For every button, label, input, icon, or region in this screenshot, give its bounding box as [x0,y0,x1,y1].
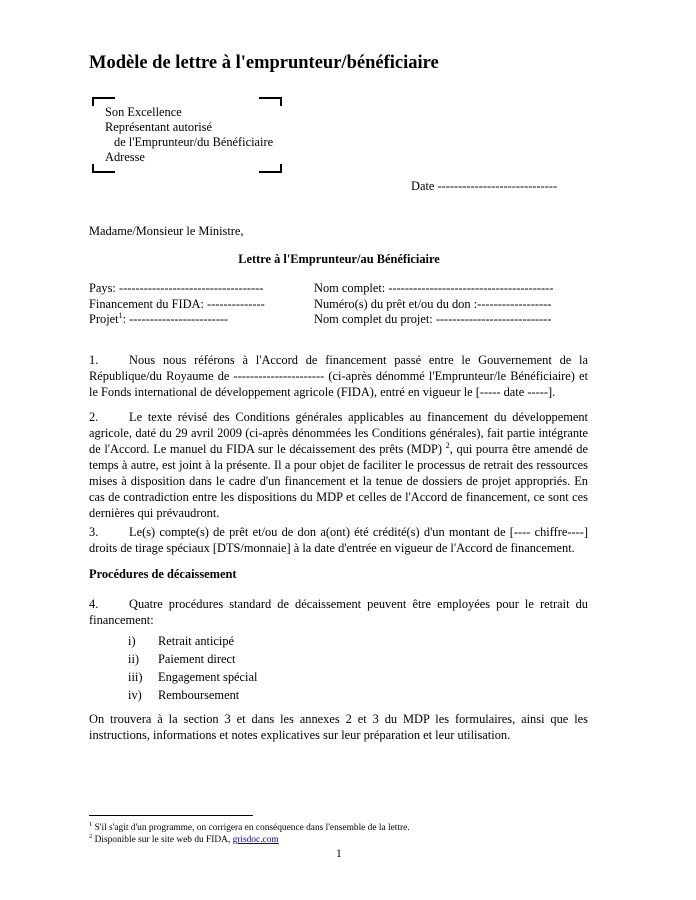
address-bracket-bottom-right [259,164,282,173]
salutation: Madame/Monsieur le Ministre, [89,224,244,238]
paragraph-number: 1. [89,353,99,367]
info-projet [89,312,265,328]
projet-rest: : ------------------------ [122,312,229,326]
footnote-1 [89,822,410,834]
list-item-label: Remboursement [158,688,240,702]
paragraph-number: 4. [89,597,99,611]
address-line: de l'Emprunteur/du Bénéficiaire [114,135,274,149]
list-item-number: i) [128,634,136,648]
list-item [128,668,257,686]
date-line: Date ----------------------------- [411,179,558,193]
footnote-text: Disponible sur le site web du FIDA, [92,835,233,845]
footnote-2 [89,834,410,846]
section-heading: Procédures de décaissement [89,567,237,581]
address-line: Son Excellence [105,105,182,119]
list-item [128,632,257,650]
footnote-ref-1: 1 [118,310,123,320]
procedures-list [128,632,257,704]
paragraph-text: Nous nous référons à l'Accord de financement passé entre le Gouvernement de la République/du Royaume de ---------------------- (ci-après dénommé l'Emprunteur/le Bénéficiaire) et le Fonds international de développement agricole (FIDA), entré en vigueur le [----- date -----]. [89,353,588,399]
list-item [128,650,257,668]
paragraph-1 [89,352,588,400]
footnote-ref-2: 2 [445,440,450,450]
paragraph-4 [89,596,588,628]
list-item-number: iii) [128,670,143,684]
paragraph-text: , qui pourra être amendé de temps à autre, est joint à la présente. Il a pour objet de faciliter le processus de retrait des ressources mises à disposition dans le cadre d'un financement et la tenue de dossiers de projet appropriés. En cas de contradiction entre les dispositions du MDP et celles de l'Accord de financement, ce sont ces dernières qui prévaudront. [89,442,588,520]
info-right-column [314,281,553,328]
footnote-number: 1 [89,820,93,828]
address-line: Adresse [105,150,145,164]
page-number: 1 [336,848,342,860]
paragraph-number: 3. [89,525,99,539]
address-line: Représentant autorisé [105,120,213,134]
list-item-number: iv) [128,688,142,702]
footnote-separator [89,815,253,816]
info-pays: Pays: ----------------------------------- [89,281,264,295]
paragraph-3 [89,524,588,556]
paragraph-5: On trouvera à la section 3 et dans les annexes 2 et 3 du MDP les formulaires, ainsi que les instructions, informations et notes explicatives sur leur préparation et leur utilisation. [89,712,588,742]
paragraph-text: Le texte révisé des Conditions générales applicables au financement du développement agricole, daté du 29 avril 2009 (ci-après dénommées les Conditions générales), fait partie intégrante de l'Accord. Le manuel du FIDA sur le décaissement des prêts (MDP) [89,410,588,456]
list-item [128,686,257,704]
footnote-number: 2 [89,832,93,840]
letter-subject: Lettre à l'Emprunteur/au Bénéficiaire [238,252,440,266]
projet-label: Projet [89,312,119,326]
website-link[interactable]: grisdoc.com [232,835,279,845]
recipient-address [105,105,273,165]
info-nom-projet: Nom complet du projet: ---------------------------- [314,312,552,326]
footnotes [89,822,410,846]
list-item-number: ii) [128,652,140,666]
document-title: Modèle de lettre à l'emprunteur/bénéficiaire [89,53,439,73]
address-bracket-bottom-left [92,164,115,173]
info-numeros: Numéro(s) du prêt et/ou du don :------------------ [314,296,552,311]
list-item-label: Retrait anticipé [158,634,235,648]
footnote-text: S'il s'agit d'un programme, on corrigera en conséquence dans l'ensemble de la lettre. [92,823,410,833]
info-financement: Financement du FIDA: -------------- [89,296,265,311]
paragraph-2 [89,409,588,521]
info-nom-complet: Nom complet: ---------------------------------------- [314,281,554,295]
list-item-label: Paiement direct [158,652,236,666]
paragraph-text: Le(s) compte(s) de prêt et/ou de don a(ont) été crédité(s) d'un montant de [---- chiffre----] droits de tirage spéciaux [DTS/monnaie] à la date d'entrée en vigueur de l'Accord de financement. [89,525,588,555]
info-left-column [89,281,265,328]
list-item-label: Engagement spécial [158,670,258,684]
paragraph-number: 2. [89,410,99,424]
paragraph-text: Quatre procédures standard de décaissement peuvent être employées pour le retrait du financement: [89,597,588,627]
